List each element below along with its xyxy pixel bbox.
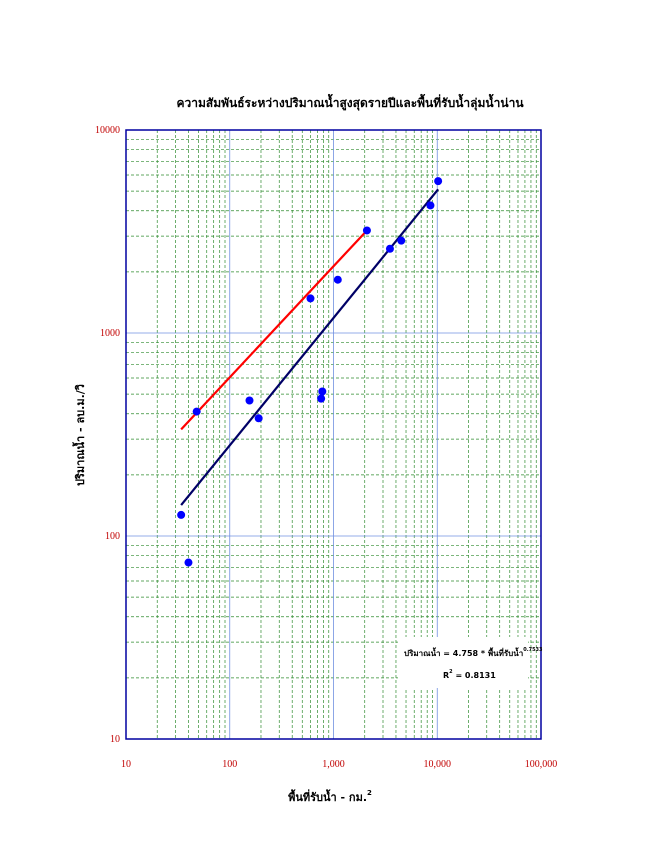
x-tick-label: 10 (121, 759, 131, 770)
data-point (334, 276, 342, 284)
equation-line-2: $R^2 = 0.8131$ (443, 669, 496, 680)
y-tick-label: 10000 (95, 125, 120, 136)
data-point (434, 177, 442, 185)
y-axis-label: ปริมาณน้ำ - ลบ.ม./วิ (74, 384, 87, 486)
data-point (255, 414, 263, 422)
equation-line-1: ปริมาณน้ำ = 4.758 * พื้นที่รับน้ำ$^{0.7533}$ (404, 647, 543, 658)
data-point (363, 226, 371, 234)
y-tick-label: 100 (105, 531, 120, 542)
data-point (317, 395, 325, 403)
y-tick-label: 1000 (100, 328, 120, 339)
data-point (177, 511, 185, 519)
x-tick-label: 100,000 (524, 759, 558, 770)
data-point (397, 237, 405, 245)
chart-title: ความสัมพันธ์ระหว่างปริมาณน้ำสูงสุดรายปีและพื้นที่รับน้ำลุ่มน้ำน่าน (176, 96, 524, 110)
data-point (245, 397, 253, 405)
equation-box (398, 637, 543, 688)
data-point (193, 408, 201, 416)
x-axis-label: พื้นที่รับน้ำ - กม.$^2$ (288, 789, 372, 804)
x-tick-label: 1,000 (322, 759, 345, 770)
data-point (386, 245, 394, 253)
x-tick-label: 10,000 (423, 759, 451, 770)
data-point (426, 201, 434, 209)
data-points (177, 177, 442, 566)
envelope-line (181, 230, 367, 429)
x-tick-label: 100 (222, 759, 238, 770)
data-point (306, 294, 314, 302)
data-point (318, 388, 326, 396)
y-tick-label: 10 (110, 734, 120, 745)
data-point (184, 559, 192, 567)
